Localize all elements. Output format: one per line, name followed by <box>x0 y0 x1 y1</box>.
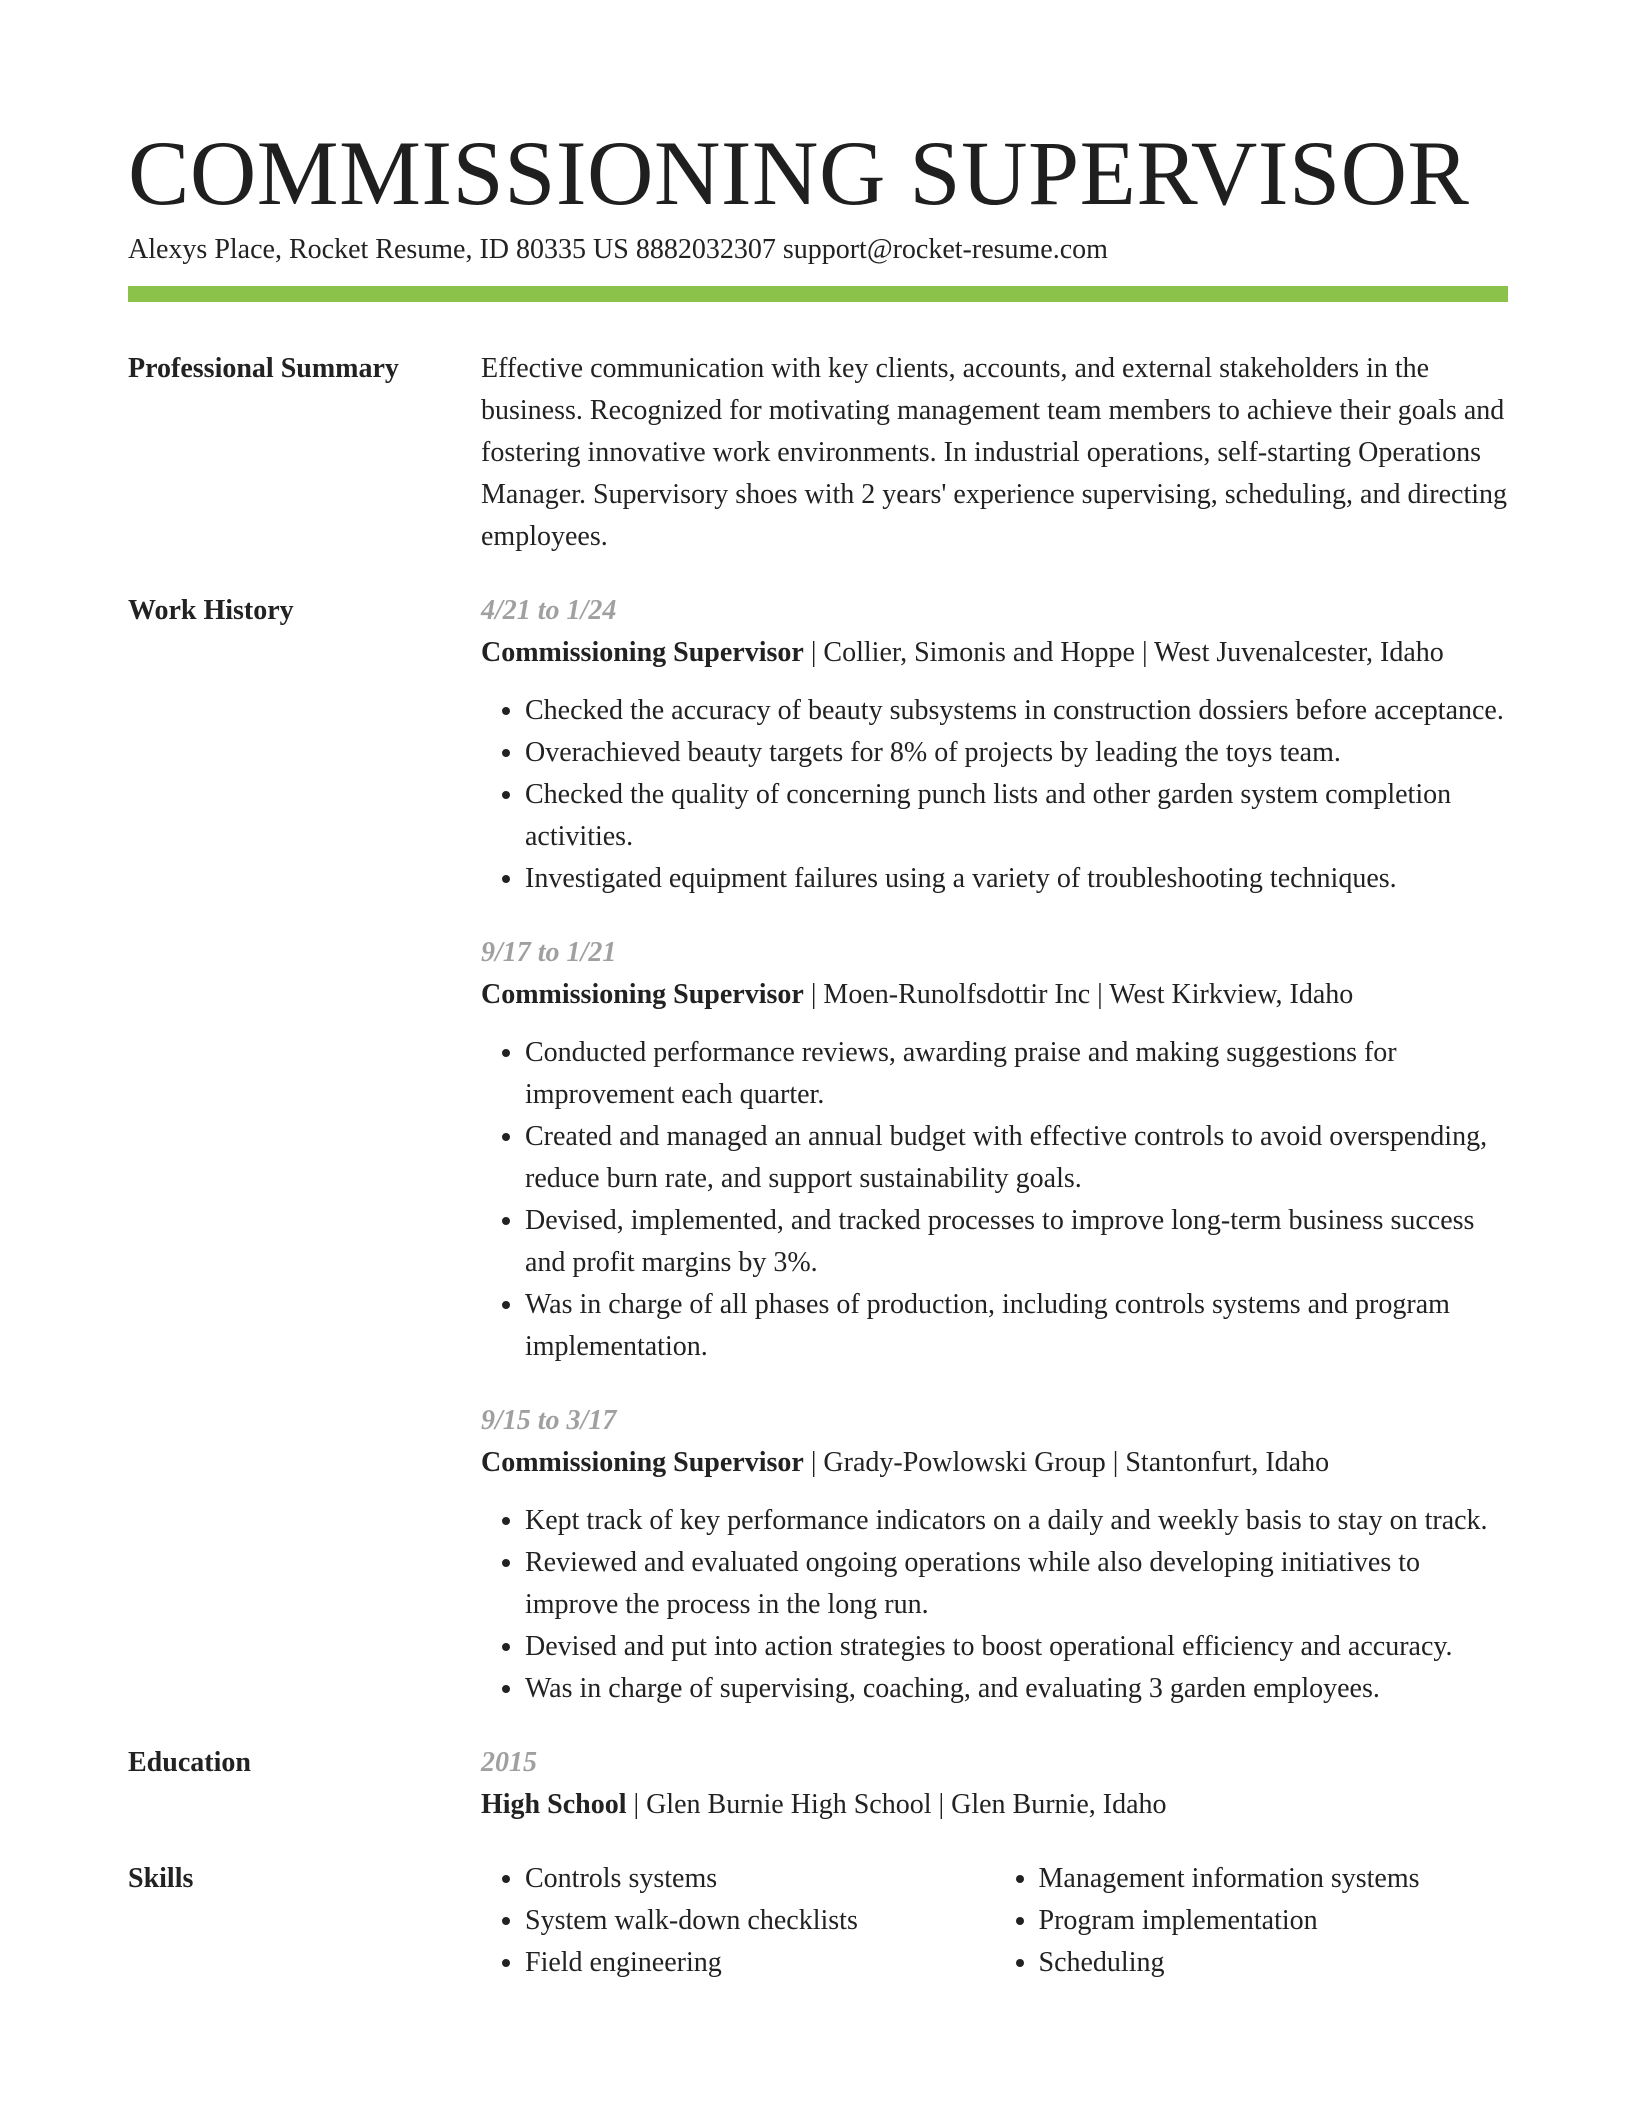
job-bullet: • Created and managed an annual budget with effective controls to avoid overspending, reduce burn rate, and support sustainability goals. <box>525 1116 1508 1200</box>
job-bullet: • Devised, implemented, and tracked processes to improve long-term business success and profit margins by 3%. <box>525 1200 1508 1284</box>
job-dates: 9/15 to 3/17 <box>481 1405 617 1436</box>
education-entry <box>481 1784 1508 1826</box>
job-details: | Collier, Simonis and Hoppe | West Juvenalcester, Idaho <box>803 637 1444 668</box>
job-dates: 9/17 to 1/21 <box>481 937 617 968</box>
job-details: | Grady-Powlowski Group | Stantonfurt, Idaho <box>803 1447 1330 1478</box>
job-bullet: • Was in charge of supervising, coaching, and evaluating 3 garden employees. <box>525 1668 1508 1710</box>
job-bullets <box>481 690 1508 900</box>
skills-list-left <box>481 1858 995 1984</box>
job-bullet: • Checked the quality of concerning punch lists and other garden system completion activities. <box>525 774 1508 858</box>
job-bullet: • Reviewed and evaluated ongoing operations while also developing initiatives to improve the process in the long run. <box>525 1542 1508 1626</box>
job-details: | Moen-Runolfsdottir Inc | West Kirkview, Idaho <box>803 979 1354 1010</box>
job-bullet: • Kept track of key performance indicators on a daily and weekly basis to stay on track. <box>525 1500 1508 1542</box>
education-year: 2015 <box>481 1747 537 1778</box>
job-bullet: • Checked the accuracy of beauty subsystems in construction dossiers before acceptance. <box>525 690 1508 732</box>
skill-item: • Management information systems <box>1039 1858 1509 1900</box>
job-entry <box>481 1400 1508 1710</box>
summary-section <box>128 348 1508 558</box>
education-degree: High School <box>481 1789 627 1820</box>
education-section <box>128 1742 1508 1826</box>
job-title: Commissioning Supervisor <box>481 637 804 668</box>
job-title: Commissioning Supervisor <box>481 979 804 1010</box>
job-heading <box>481 974 1508 1016</box>
skills-heading: Skills <box>128 1863 194 1894</box>
job-heading <box>481 1442 1508 1484</box>
summary-content <box>481 348 1508 558</box>
accent-divider <box>128 286 1508 302</box>
job-dates: 4/21 to 1/24 <box>481 595 617 626</box>
work-history-content <box>481 590 1508 1710</box>
skill-item: • System walk-down checklists <box>525 1900 995 1942</box>
job-bullets <box>481 1032 1508 1368</box>
job-title: Commissioning Supervisor <box>481 1447 804 1478</box>
skill-item: • Controls systems <box>525 1858 995 1900</box>
skills-section <box>128 1858 1508 1984</box>
skills-content <box>481 1858 1508 1984</box>
job-bullet: • Overachieved beauty targets for 8% of projects by leading the toys team. <box>525 732 1508 774</box>
education-heading: Education <box>128 1747 251 1778</box>
summary-text: Effective communication with key clients, accounts, and external stakeholders in the business. Recognized for motivating management team members to achieve their goals and fostering innovative work environments. In industrial operations, self-starting Operations Manager. Supervisory shoes with 2 years' experience supervising, scheduling, and directing employees. <box>481 353 1508 552</box>
education-details: | Glen Burnie High School | Glen Burnie, Idaho <box>626 1789 1167 1820</box>
resume-sections <box>128 348 1508 1984</box>
skill-item: • Program implementation <box>1039 1900 1509 1942</box>
skills-list-right <box>995 1858 1509 1984</box>
skill-item: • Field engineering <box>525 1942 995 1984</box>
candidate-name: COMMISSIONING SUPERVISOR <box>128 122 1470 224</box>
summary-heading: Professional Summary <box>128 353 399 384</box>
job-bullet: • Conducted performance reviews, awarding praise and making suggestions for improvement each quarter. <box>525 1032 1508 1116</box>
education-content <box>481 1742 1508 1826</box>
job-heading <box>481 632 1508 674</box>
work-history-section <box>128 590 1508 1710</box>
job-bullets <box>481 1500 1508 1710</box>
skill-item: • Scheduling <box>1039 1942 1509 1984</box>
work-history-heading: Work History <box>128 595 294 626</box>
job-bullet: • Was in charge of all phases of production, including controls systems and program implementation. <box>525 1284 1508 1368</box>
contact-line: Alexys Place, Rocket Resume, ID 80335 US 8882032307 support@rocket-resume.com <box>128 234 1108 265</box>
job-entry <box>481 932 1508 1368</box>
job-bullet: • Investigated equipment failures using a variety of troubleshooting techniques. <box>525 858 1508 900</box>
job-bullet: • Devised and put into action strategies to boost operational efficiency and accuracy. <box>525 1626 1508 1668</box>
job-entry <box>481 590 1508 900</box>
